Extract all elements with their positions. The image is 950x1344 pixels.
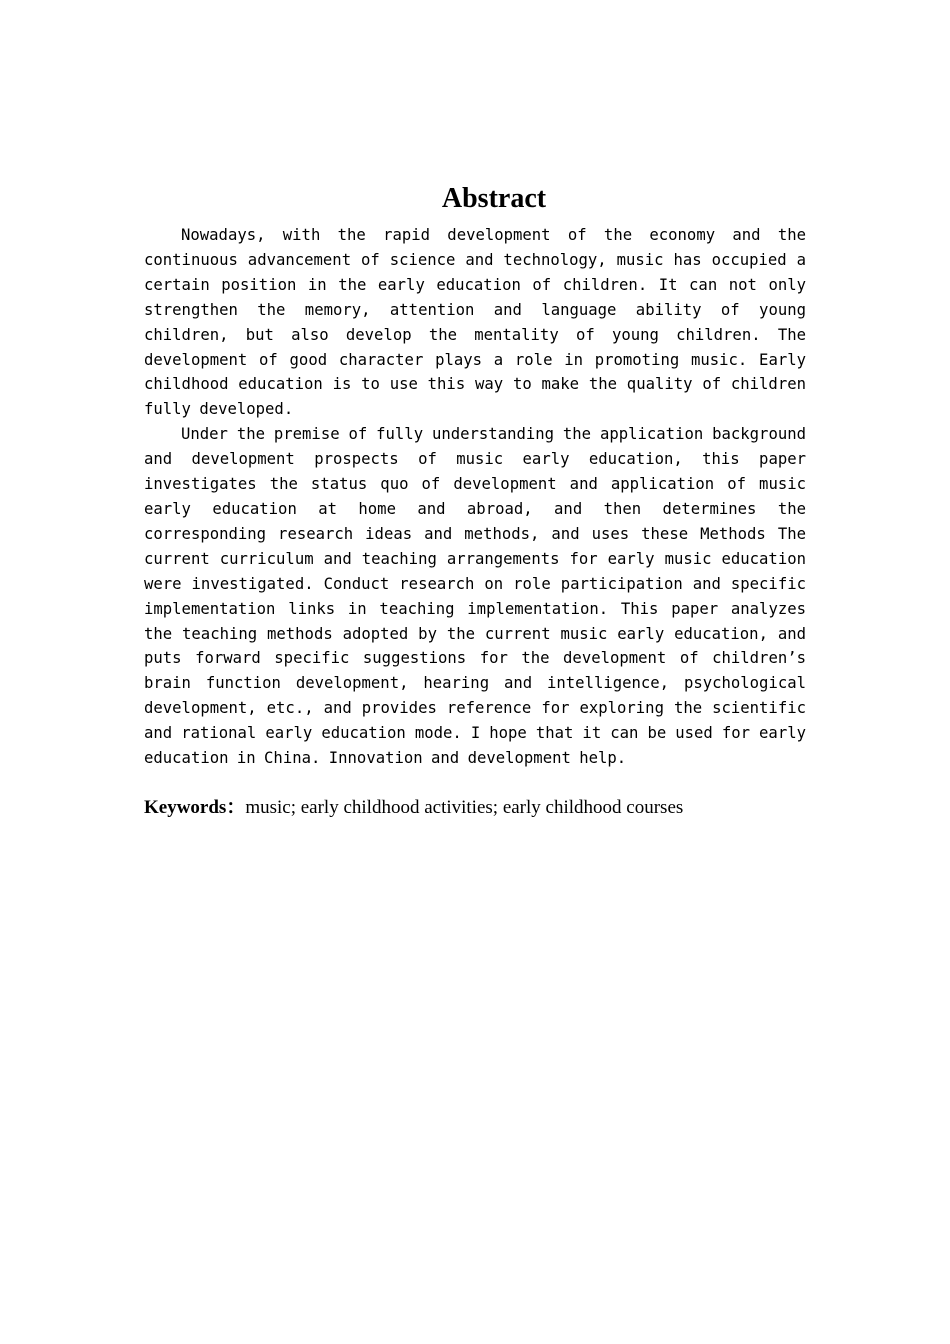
keywords-text: music; early childhood activities; early childhood courses	[245, 796, 684, 818]
abstract-paragraph-2: Under the premise of fully understanding the application background and development prospects of music early education, this paper investigates the status quo of development and application of music early education at home and abroad, and then determines the corresponding research ideas and methods, and uses these Methods The current curriculum and teaching arrangements for early music education were investigated. Conduct research on role participation and specific implementation links in teaching implementation. This paper analyzes the teaching methods adopted by the current music early education, and puts forward specific suggestions for the development of children’s brain function development, hearing and intelligence, psychological development, etc., and provides reference for exploring the scientific and rational early education mode. I hope that it can be used for early education in China. Innovation and development help.	[144, 425, 806, 768]
keywords-label: Keywords：	[144, 796, 246, 818]
abstract-paragraph-1: Nowadays, with the rapid development of the economy and the continuous advancement of science and technology, music has occupied a certain position in the early education of children. It can not only strengthen the memory, attention and language ability of young children, but also develop the mentality of young children. The development of good character plays a role in promoting music. Early childhood education is to use this way to make the quality of children fully developed.	[144, 226, 806, 419]
abstract-section	[144, 180, 806, 821]
keywords-line	[144, 795, 806, 821]
abstract-title: Abstract	[441, 183, 547, 214]
